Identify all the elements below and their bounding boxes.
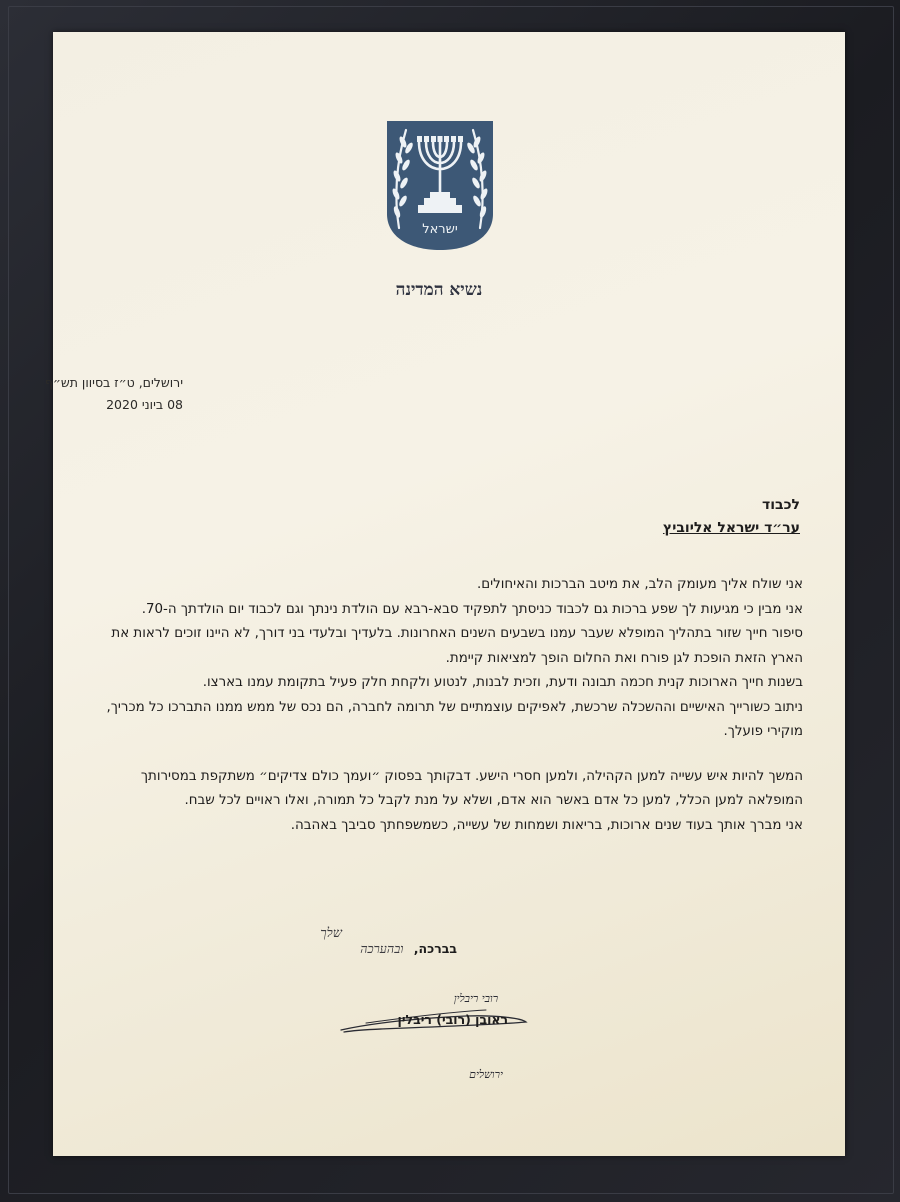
- closing-handwritten-note: ובהערכה: [360, 941, 404, 956]
- body-paragraph: בשנות חייך הארוכות קנית חכמה תבונה ודעת, וזכית לבנות, לנטוע ולקחת חלק פעיל בתקומת עמנו בארצו.: [202, 675, 803, 690]
- office-title: נשיא המדינה: [395, 280, 483, 300]
- closing-line: [360, 941, 457, 957]
- salutation: לכבוד: [762, 497, 800, 513]
- body-paragraph: המשך להיות איש עשייה למען הקהילה, ולמען חסרי הישע. דבקותך בפסוק ״ועמך כולם צדיקים״ משתקפת במסירותך המופלאה למען הכלל, למען כל אדם באשר הוא אדם, ושלא על מנת לקבל כל תמורה, ואלו ראויים לכל שבח.: [140, 768, 803, 808]
- body-paragraph: ניתוב כשורייך האישיים וההשכלה שרכשת, לאפיקים עוצמתיים של תרומה לחברה, הם נכס של ממש ממנו התברכו כל מכריך, מוקירי פועלך.: [106, 699, 803, 739]
- closing-handwritten-word: שלך: [320, 926, 342, 941]
- letter-page: [44, 32, 845, 1156]
- body-paragraph: אני מברך אותך בעוד שנים ארוכות, בריאות ושמחות של עשייה, כשמשפחתך סביבך באהבה.: [290, 817, 803, 833]
- addressee-block: [663, 494, 800, 540]
- gregorian-date: 08 ביוני 2020: [106, 397, 183, 412]
- body-paragraph: אני מבין כי מגיעות לך שפע ברכות גם לכבוד כניסתך לתפקיד סבא-רבא עם הולדת נינתך וגם לכבוד יום הולדתך ה-70.: [141, 601, 803, 617]
- paragraph-gap: [93, 745, 803, 765]
- signature-handwritten-bottom: ירושלים: [469, 1068, 503, 1081]
- letter-body: [93, 573, 803, 838]
- closing-block: [320, 925, 457, 957]
- addressee-name: ער״ד ישראל אליוביץ: [662, 520, 800, 536]
- body-paragraph: סיפור חייך שזור בתהליך המופלא שעבר עמנו בשבעים השנים האחרונות. בלעדיך ובלעדי בני דורך, לא היינו זוכים לראות את הארץ הזאת הופכת לגן פורח ואת החלום הופך למציאות קיימת.: [111, 626, 803, 666]
- closing-printed: בברכה,: [413, 941, 457, 956]
- signature-block: [336, 982, 536, 1092]
- signature-scribble: [336, 982, 536, 1092]
- dateline: [45, 372, 183, 416]
- israel-emblem-icon: [384, 118, 496, 252]
- signer-name: ראובן (רובי) ריבלין: [397, 1012, 508, 1027]
- hebrew-date: ירושלים, ט״ז בסיוון תש״ף: [44, 375, 183, 390]
- signature-handwritten-top: רובי ריבלין: [453, 992, 499, 1005]
- body-paragraph: אני שולח אליך מעומק הלב, את מיטב הברכות והאיחולים.: [476, 577, 803, 592]
- emblem-inscription: ישראל: [422, 222, 458, 237]
